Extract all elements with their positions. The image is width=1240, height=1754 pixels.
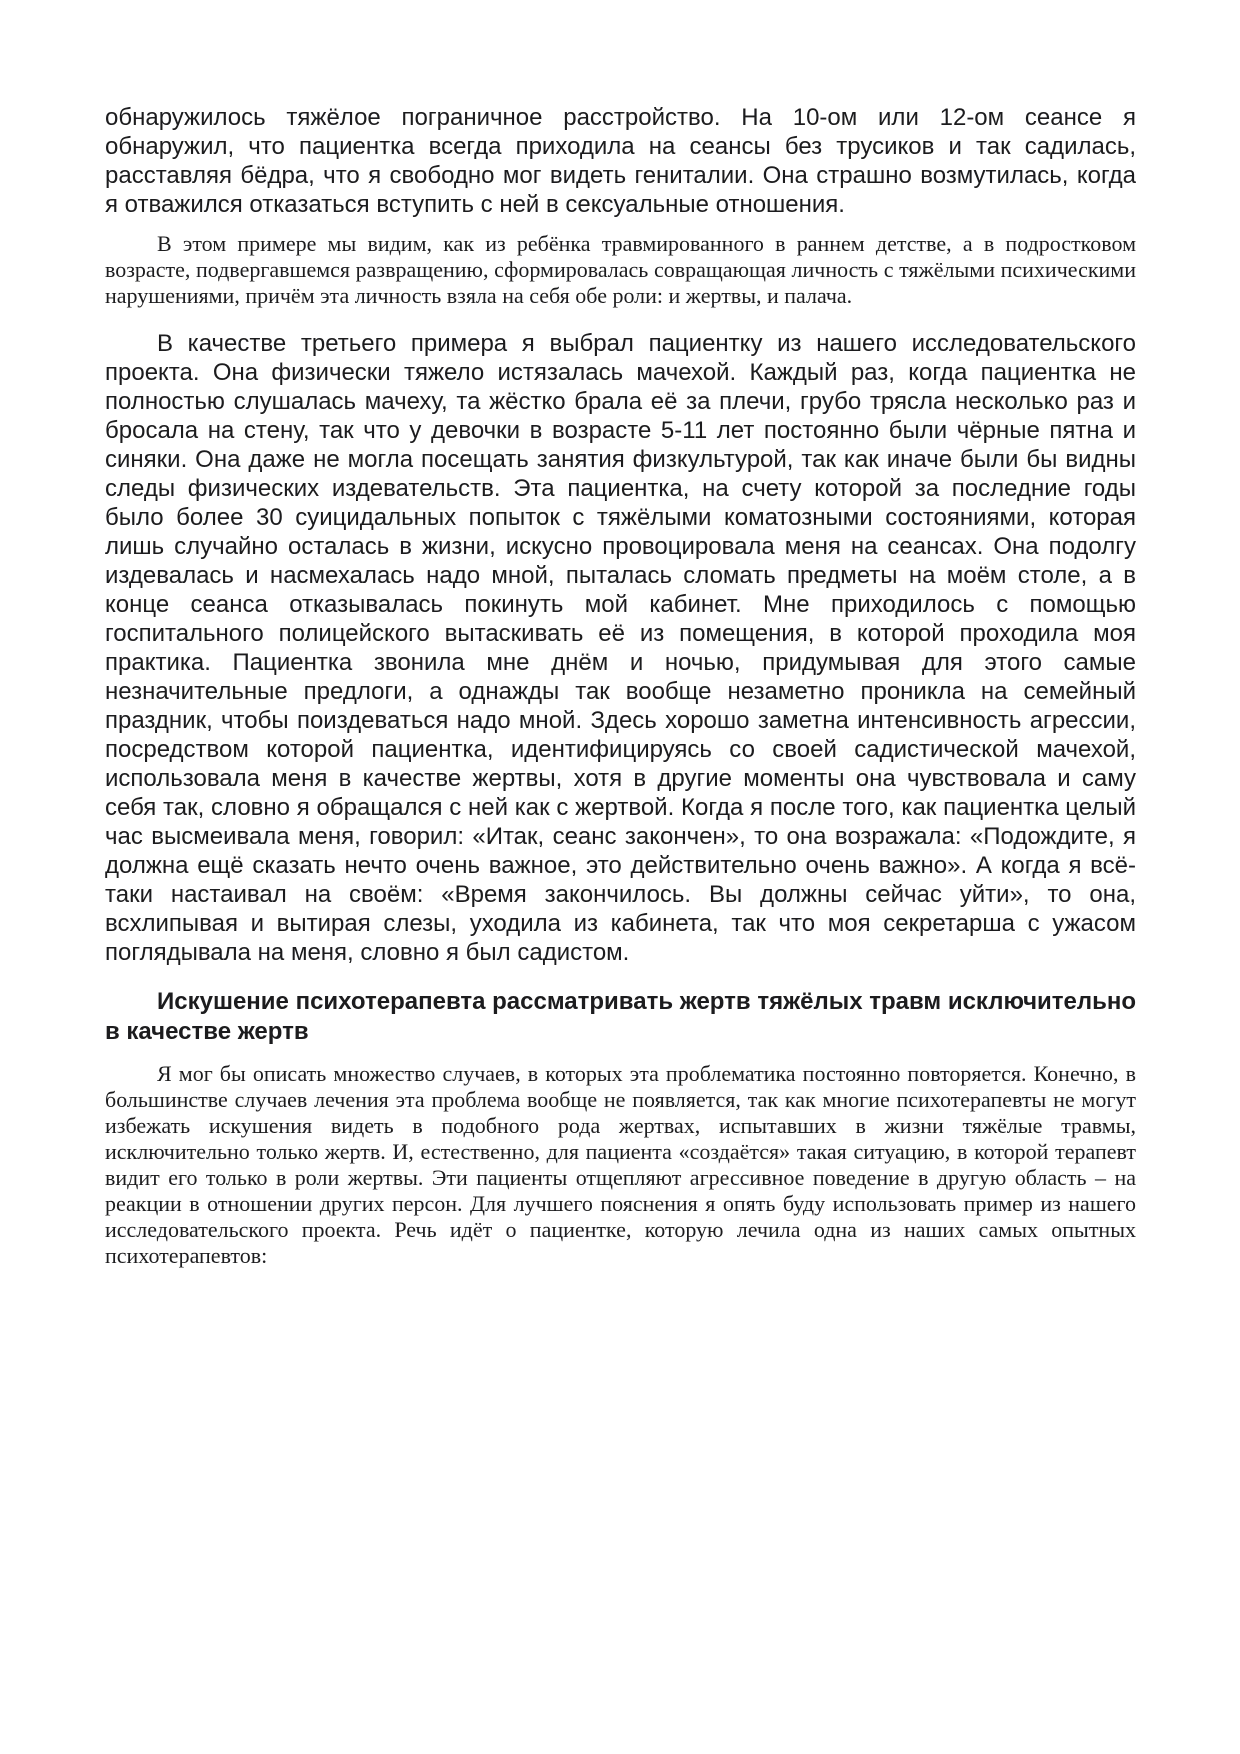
section-heading: Искушение психотерапевта рассматривать жертв тяжёлых травм исключительно в качестве жертв [105, 988, 1137, 1045]
body-paragraph-continuation: обнаружилось тяжёлое пограничное расстройство. На 10-ом или 12-ом сеансе я обнаружил, что пациентка всегда приходила на сеансы без трусиков и так садилась, расставляя бёдра, что я свободно мог видеть гениталии. Она страшно возмутилась, когда я отважился отказаться вступить с ней в сексуальные отношения. [105, 104, 1136, 218]
body-paragraph-case-example: В качестве третьего примера я выбрал пациентку из нашего исследовательского проекта. Она физически тяжело истязалась мачехой. Каждый раз, когда пациентка не полностью слушалась мачеху, та жёстко брала её за плечи, грубо трясла несколько раз и бросала на стену, так что у девочки в возрасте 5-11 лет постоянно были чёрные пятна и синяки. Она даже не могла посещать занятия физкультурой, так как иначе были бы видны следы физических издевательств. Эта пациентка, на счету которой за последние годы было более 30 суицидальных попыток с тяжёлыми коматозными состояниями, которая лишь случайно осталась в жизни, искусно провоцировала меня на сеансах. Она подолгу издевалась и насмехалась надо мной, пыталась сломать предметы на моём столе, а в конце сеанса отказывалась покинуть мой кабинет. Мне приходилось с помощью госпитального полицейского вытаскивать её из помещения, в которой проходила моя практика. Пациентка звонила мне днём и ночью, придумывая для этого самые незначительные предлоги, а однажды так вообще незаметно проникла на семейный праздник, чтобы поиздеваться надо мной. Здесь хорошо заметна интенсивность агрессии, посредством которой пациентка, идентифицируясь со своей садистической мачехой, использовала меня в качестве жертвы, хотя в другие моменты она чувствовала и саму себя так, словно я обращался с ней как с жертвой. Когда я после того, как пациентка целый час высмеивала меня, говорил: «Итак, сеанс закончен», то она возражала: «Подождите, я должна ещё сказать нечто очень важное, это действительно очень важно». А когда я всё-таки настаивал на своём: «Время закончилось. Вы должны сейчас уйти», то она, всхлипывая и вытирая слезы, уходила из кабинета, так что моя секретарша с ужасом поглядывала на меня, словно я был садистом. [105, 330, 1136, 966]
body-paragraph-commentary: В этом примере мы видим, как из ребёнка травмированного в раннем детстве, а в подростковом возрасте, подвергавшемся развращению, сформировалась совращающая личность с тяжёлыми психическими нарушениями, причём эта личность взяла на себя обе роли: и жертвы, и палача. [105, 231, 1136, 308]
body-paragraph-closing: Я мог бы описать множество случаев, в которых эта проблематика постоянно повторяется. Конечно, в большинстве случаев лечения эта проблема вообще не появляется, так как многие психотерапевты не могут избежать искушения видеть в подобного рода жертвах, испытавших в жизни тяжёлые травмы, исключительно только жертв. И, естественно, для пациента «создаётся» такая ситуацию, в которой терапевт видит его только в роли жертвы. Эти пациенты отщепляют агрессивное поведение в другую область – на реакции в отношении других персон. Для лучшего пояснения я опять буду использовать пример из нашего исследовательского проекта. Речь идёт о пациентке, которую лечила одна из наших самых опытных психотерапевтов: [105, 1061, 1136, 1268]
